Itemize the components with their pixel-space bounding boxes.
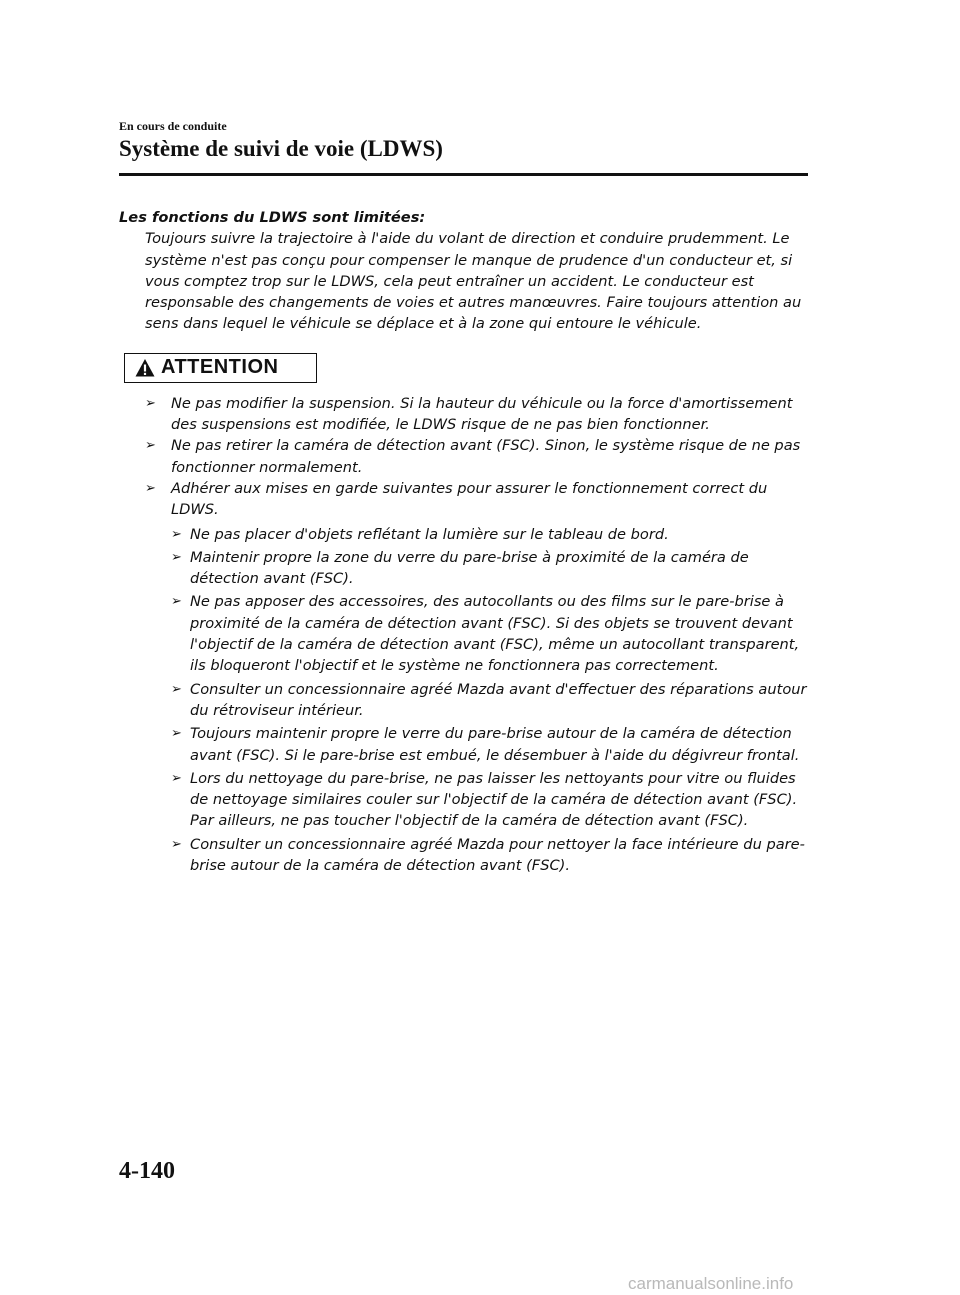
attention-subitem-text: Lors du nettoyage du pare-brise, ne pas laisser les nettoyants pour vitre ou fluides de nettoyage similaires couler sur l'objectif de la caméra de détection avant (FSC). Par ailleurs, ne pas toucher l'objectif de la caméra de détection avant (FSC). <box>190 769 798 830</box>
attention-subitem <box>119 768 809 832</box>
attention-subitem <box>119 723 809 766</box>
attention-item <box>119 435 809 478</box>
attention-subitem <box>119 547 809 590</box>
page-number: 4-140 <box>119 1158 175 1184</box>
attention-subitem <box>119 679 809 722</box>
attention-subitem-text: Toujours maintenir propre le verre du pare-brise autour de la caméra de détection avant (FSC). Si le pare-brise est embué, le désembuer à l'aide du dégivreur frontal. <box>190 725 800 764</box>
limits-body: Toujours suivre la trajectoire à l'aide du volant de direction et conduire prudemment. Le système n'est pas conçu pour compenser le manque de prudence d'un conducteur et, si vous comptez trop sur le LDWS, cela peut entraîner un accident. Le conducteur est responsable des changements de voies et autres manœuvres. Faire toujours attention au sens dans lequel le véhicule se déplace et à la zone qui entoure le véhicule. <box>145 230 802 333</box>
warning-triangle-icon <box>135 358 155 378</box>
arrow-bullet-icon: ➢ <box>171 549 182 565</box>
section-label: En cours de conduite <box>119 119 227 133</box>
attention-subitem-text: Maintenir propre la zone du verre du pare-brise à proximité de la caméra de détection avant (FSC). <box>190 548 749 588</box>
arrow-bullet-icon: ➢ <box>171 770 182 786</box>
arrow-bullet-icon: ➢ <box>171 681 182 697</box>
page-content <box>119 207 809 878</box>
attention-item <box>119 393 809 436</box>
attention-banner <box>124 353 317 383</box>
attention-subitem-text: Consulter un concessionnaire agréé Mazda avant d'effectuer des réparations autour du rétroviseur intérieur. <box>190 680 807 719</box>
attention-subitem <box>119 524 809 545</box>
attention-subitem-text: Consulter un concessionnaire agréé Mazda pour nettoyer la face intérieure du pare-brise autour de la caméra de détection avant (FSC). <box>190 835 805 875</box>
arrow-bullet-icon: ➢ <box>171 836 182 852</box>
watermark: carmanualsonline.info <box>628 1274 794 1293</box>
attention-label: ATTENTION <box>161 356 279 379</box>
attention-item-text: Ne pas retirer la caméra de détection avant (FSC). Sinon, le système risque de ne pas fonctionner normalement. <box>171 437 801 476</box>
arrow-bullet-icon: ➢ <box>171 594 182 610</box>
attention-subitem-text: Ne pas apposer des accessoires, des autocollants ou des films sur le pare-brise à proximité de la caméra de détection avant (FSC). Si des objets se trouvent devant l'objectif de la caméra de détection avant (FSC), même un autocollant transparent, ils bloqueront l'objectif et le système ne fonctionnera pas correctement. <box>190 593 800 675</box>
attention-item-text: Ne pas modifier la suspension. Si la hauteur du véhicule ou la force d'amortissement des suspensions est modifiée, le LDWS risque de ne pas bien fonctionner. <box>171 394 793 434</box>
arrow-bullet-icon: ➢ <box>171 526 182 542</box>
attention-item-text: Adhérer aux mises en garde suivantes pour assurer le fonctionnement correct du LDWS. <box>171 479 768 519</box>
attention-subitem-text: Ne pas placer d'objets reflétant la lumière sur le tableau de bord. <box>190 525 669 543</box>
arrow-bullet-icon: ➢ <box>145 395 156 411</box>
page-title: Système de suivi de voie (LDWS) <box>119 136 443 161</box>
attention-list <box>119 393 809 877</box>
attention-subitem <box>119 591 809 676</box>
arrow-bullet-icon: ➢ <box>145 438 156 454</box>
attention-item <box>119 478 809 876</box>
attention-sublist <box>171 524 809 877</box>
limits-heading: Les fonctions du LDWS sont limitées: <box>119 209 426 226</box>
attention-subitem <box>119 834 809 877</box>
title-divider <box>119 173 808 176</box>
arrow-bullet-icon: ➢ <box>171 726 182 742</box>
arrow-bullet-icon: ➢ <box>145 480 156 496</box>
